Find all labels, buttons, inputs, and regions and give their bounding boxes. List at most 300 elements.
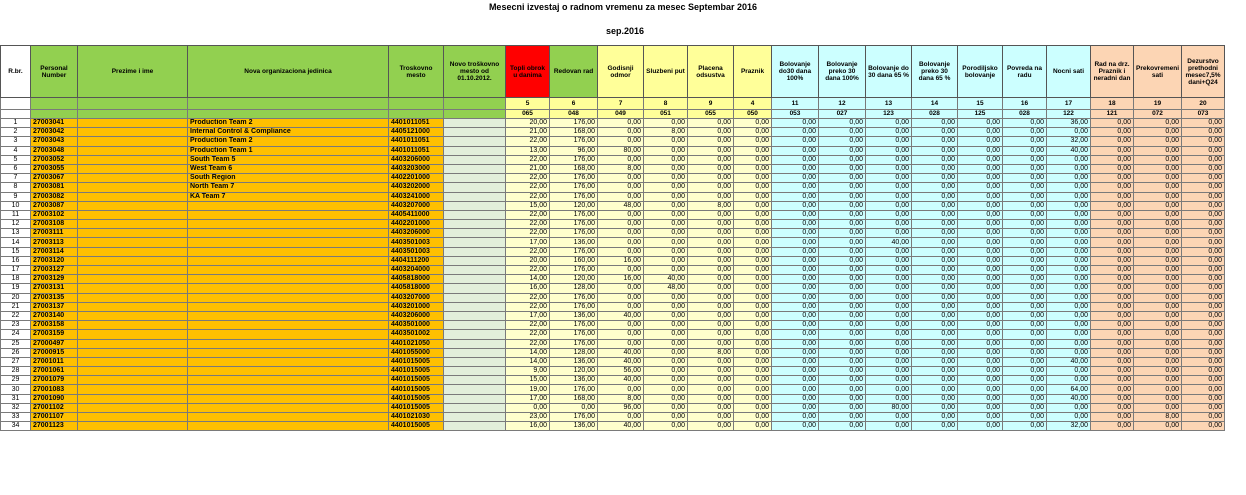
table-cell[interactable]	[444, 413, 506, 422]
table-cell[interactable]: 0,00	[1134, 330, 1182, 339]
table-cell[interactable]: 176,00	[550, 413, 598, 422]
table-cell[interactable]: 0,00	[819, 394, 866, 403]
table-cell[interactable]: 0,00	[1134, 155, 1182, 164]
table-cell[interactable]: 176,00	[550, 137, 598, 146]
table-cell[interactable]: 4401021030	[389, 413, 444, 422]
table-cell[interactable]: 0,00	[958, 413, 1003, 422]
table-cell[interactable]	[444, 238, 506, 247]
table-cell[interactable]: 176,00	[550, 220, 598, 229]
table-cell[interactable]: 22,00	[506, 330, 550, 339]
table-cell[interactable]: 0,00	[734, 183, 772, 192]
table-cell[interactable]: 0,00	[772, 119, 819, 128]
table-cell[interactable]: 22,00	[506, 229, 550, 238]
table-cell[interactable]: 0,00	[912, 394, 958, 403]
table-cell[interactable]	[78, 367, 188, 376]
table-cell[interactable]: 22,00	[506, 192, 550, 201]
table-cell[interactable]: 32	[1, 403, 31, 412]
table-cell[interactable]	[444, 376, 506, 385]
table-cell[interactable]: 0,00	[958, 201, 1003, 210]
table-cell[interactable]: 0,00	[1091, 376, 1134, 385]
table-cell[interactable]: 0,00	[772, 413, 819, 422]
table-cell[interactable]: 40,00	[644, 275, 688, 284]
table-cell[interactable]: 0,00	[1091, 422, 1134, 431]
table-cell[interactable]: 0,00	[1091, 367, 1134, 376]
table-cell[interactable]: 17,00	[506, 238, 550, 247]
table-cell[interactable]: 0,00	[688, 385, 734, 394]
table-cell[interactable]: 8,00	[1134, 413, 1182, 422]
table-cell[interactable]	[188, 321, 389, 330]
table-cell[interactable]: 0,00	[688, 128, 734, 137]
table-cell[interactable]: 0,00	[1047, 201, 1091, 210]
table-cell[interactable]: 0,00	[644, 247, 688, 256]
table-cell[interactable]: 168,00	[550, 394, 598, 403]
table-cell[interactable]: 0,00	[866, 357, 912, 366]
table-cell[interactable]: 0,00	[1091, 155, 1134, 164]
table-cell[interactable]: 168,00	[550, 128, 598, 137]
table-cell[interactable]: 40,00	[598, 422, 644, 431]
table-cell[interactable]: 0,00	[912, 413, 958, 422]
table-cell[interactable]: 0,00	[688, 376, 734, 385]
table-cell[interactable]: 0,00	[1003, 385, 1047, 394]
table-cell[interactable]: 0,00	[866, 119, 912, 128]
table-cell[interactable]: 22,00	[506, 302, 550, 311]
table-cell[interactable]: 24	[1, 330, 31, 339]
table-cell[interactable]: 0,00	[1091, 238, 1134, 247]
table-cell[interactable]: KA Team 7	[188, 192, 389, 201]
table-cell[interactable]: 0,00	[734, 376, 772, 385]
table-cell[interactable]	[444, 311, 506, 320]
table-cell[interactable]: 0,00	[772, 293, 819, 302]
table-cell[interactable]	[444, 146, 506, 155]
table-cell[interactable]: 0,00	[598, 137, 644, 146]
table-cell[interactable]: 0,00	[734, 256, 772, 265]
table-cell[interactable]: 29	[1, 376, 31, 385]
table-cell[interactable]: 0,00	[866, 229, 912, 238]
table-cell[interactable]: 0,00	[644, 192, 688, 201]
table-cell[interactable]	[444, 266, 506, 275]
table-cell[interactable]: 0,00	[734, 385, 772, 394]
table-cell[interactable]: 0,00	[644, 302, 688, 311]
table-cell[interactable]: 27001107	[31, 413, 78, 422]
table-cell[interactable]: 176,00	[550, 119, 598, 128]
table-cell[interactable]: 4403206000	[389, 311, 444, 320]
table-cell[interactable]: 0,00	[598, 302, 644, 311]
table-cell[interactable]: 0,00	[688, 220, 734, 229]
table-cell[interactable]: 0,00	[772, 348, 819, 357]
table-cell[interactable]: North Team 7	[188, 183, 389, 192]
table-cell[interactable]: 0,00	[1003, 192, 1047, 201]
table-cell[interactable]: 0,00	[772, 247, 819, 256]
table-cell[interactable]: 0,00	[688, 367, 734, 376]
table-cell[interactable]: 0,00	[912, 220, 958, 229]
table-cell[interactable]: 0,00	[912, 137, 958, 146]
table-cell[interactable]: 0,00	[644, 119, 688, 128]
table-cell[interactable]: 27003113	[31, 238, 78, 247]
table-cell[interactable]: 0,00	[734, 348, 772, 357]
table-cell[interactable]	[78, 339, 188, 348]
table-cell[interactable]: 176,00	[550, 330, 598, 339]
table-cell[interactable]: 22,00	[506, 339, 550, 348]
table-cell[interactable]: Production Team 1	[188, 146, 389, 155]
table-cell[interactable]: 22,00	[506, 266, 550, 275]
table-cell[interactable]: 176,00	[550, 183, 598, 192]
table-cell[interactable]: 0,00	[644, 330, 688, 339]
table-cell[interactable]: 0,00	[644, 385, 688, 394]
table-cell[interactable]: 0,00	[866, 164, 912, 173]
table-cell[interactable]: 0,00	[1134, 192, 1182, 201]
table-cell[interactable]	[444, 367, 506, 376]
table-cell[interactable]: 0,00	[734, 128, 772, 137]
table-cell[interactable]: 0,00	[912, 357, 958, 366]
table-cell[interactable]	[444, 403, 506, 412]
table-cell[interactable]: 0,00	[1091, 229, 1134, 238]
table-cell[interactable]: 0,00	[1134, 284, 1182, 293]
table-cell[interactable]: 0,00	[644, 183, 688, 192]
table-cell[interactable]: 0,00	[734, 367, 772, 376]
table-cell[interactable]: 0,00	[1182, 339, 1225, 348]
table-cell[interactable]	[78, 155, 188, 164]
table-cell[interactable]: 0,00	[688, 210, 734, 219]
table-cell[interactable]: 0,00	[734, 330, 772, 339]
table-cell[interactable]: 27003108	[31, 220, 78, 229]
table-cell[interactable]: 15,00	[506, 201, 550, 210]
table-cell[interactable]: 0,00	[1047, 256, 1091, 265]
table-cell[interactable]: 0,00	[1182, 174, 1225, 183]
table-cell[interactable]: 0,00	[1091, 164, 1134, 173]
table-cell[interactable]: 0,00	[1182, 183, 1225, 192]
table-cell[interactable]	[188, 367, 389, 376]
table-cell[interactable]: 0,00	[598, 247, 644, 256]
table-cell[interactable]: 30	[1, 385, 31, 394]
table-cell[interactable]: 0,00	[912, 339, 958, 348]
table-cell[interactable]: 0,00	[1182, 385, 1225, 394]
table-cell[interactable]: 0,00	[1047, 348, 1091, 357]
table-cell[interactable]: 0,00	[1047, 192, 1091, 201]
table-cell[interactable]: 19	[1, 284, 31, 293]
table-cell[interactable]: 0,00	[1134, 357, 1182, 366]
table-cell[interactable]: 0,00	[1182, 119, 1225, 128]
table-cell[interactable]: 0,00	[644, 367, 688, 376]
table-cell[interactable]: 27	[1, 357, 31, 366]
table-cell[interactable]: 4402201000	[389, 174, 444, 183]
table-cell[interactable]	[188, 247, 389, 256]
table-cell[interactable]: 0,00	[819, 128, 866, 137]
table-cell[interactable]: 22,00	[506, 220, 550, 229]
table-cell[interactable]: 0,00	[1091, 119, 1134, 128]
table-cell[interactable]: 0,00	[866, 155, 912, 164]
table-cell[interactable]: 0,00	[734, 164, 772, 173]
table-cell[interactable]: 0,00	[819, 293, 866, 302]
table-cell[interactable]: 0,00	[1134, 422, 1182, 431]
table-cell[interactable]: 0,00	[912, 321, 958, 330]
table-cell[interactable]: 0,00	[688, 302, 734, 311]
table-cell[interactable]: 4401015005	[389, 357, 444, 366]
table-cell[interactable]: 33	[1, 413, 31, 422]
table-cell[interactable]: 0,00	[688, 403, 734, 412]
table-cell[interactable]: 0,00	[1182, 266, 1225, 275]
table-cell[interactable]: 0,00	[1182, 302, 1225, 311]
table-cell[interactable]: 0,00	[912, 192, 958, 201]
table-cell[interactable]	[78, 348, 188, 357]
table-cell[interactable]: 0,00	[1003, 348, 1047, 357]
table-cell[interactable]	[78, 210, 188, 219]
table-cell[interactable]: 0,00	[688, 413, 734, 422]
table-cell[interactable]: 0,00	[688, 192, 734, 201]
table-cell[interactable]: 0,00	[1047, 220, 1091, 229]
table-cell[interactable]: 0,00	[958, 119, 1003, 128]
table-cell[interactable]: 0,00	[734, 238, 772, 247]
table-cell[interactable]: 27003055	[31, 164, 78, 173]
table-cell[interactable]: 36,00	[1047, 119, 1091, 128]
table-cell[interactable]	[78, 302, 188, 311]
table-cell[interactable]: 0,00	[1182, 376, 1225, 385]
table-cell[interactable]	[188, 256, 389, 265]
table-cell[interactable]: 0,00	[1182, 238, 1225, 247]
table-cell[interactable]: 27003052	[31, 155, 78, 164]
table-cell[interactable]	[444, 128, 506, 137]
table-cell[interactable]: 18	[1, 275, 31, 284]
table-cell[interactable]	[444, 321, 506, 330]
table-cell[interactable]: 0,00	[958, 192, 1003, 201]
table-cell[interactable]	[78, 311, 188, 320]
table-cell[interactable]: 0,00	[1091, 284, 1134, 293]
table-cell[interactable]: 0,00	[772, 339, 819, 348]
table-cell[interactable]: 40,00	[598, 348, 644, 357]
table-cell[interactable]	[188, 348, 389, 357]
table-cell[interactable]: 8	[1, 183, 31, 192]
table-cell[interactable]: 32,00	[1047, 137, 1091, 146]
table-cell[interactable]: 0,00	[1134, 238, 1182, 247]
table-cell[interactable]: 0,00	[1003, 339, 1047, 348]
table-cell[interactable]	[444, 284, 506, 293]
table-cell[interactable]: 0,00	[958, 284, 1003, 293]
table-cell[interactable]: 0,00	[644, 238, 688, 247]
table-cell[interactable]: 0,00	[688, 394, 734, 403]
table-cell[interactable]: 0,00	[912, 128, 958, 137]
table-cell[interactable]: 0,00	[598, 413, 644, 422]
table-cell[interactable]: 176,00	[550, 174, 598, 183]
table-cell[interactable]: 0,00	[598, 119, 644, 128]
table-cell[interactable]: 27003102	[31, 210, 78, 219]
table-cell[interactable]: 0,00	[912, 174, 958, 183]
table-cell[interactable]	[78, 174, 188, 183]
table-cell[interactable]: 0,00	[1182, 394, 1225, 403]
table-cell[interactable]	[444, 183, 506, 192]
table-cell[interactable]: 0,00	[1003, 422, 1047, 431]
table-cell[interactable]: 0,00	[819, 330, 866, 339]
table-cell[interactable]	[444, 192, 506, 201]
table-cell[interactable]	[78, 293, 188, 302]
table-cell[interactable]: 0,00	[1134, 247, 1182, 256]
table-cell[interactable]: 0,00	[598, 220, 644, 229]
table-cell[interactable]: 120,00	[550, 367, 598, 376]
table-cell[interactable]: 14,00	[506, 348, 550, 357]
table-cell[interactable]: 0,00	[772, 229, 819, 238]
table-cell[interactable]: 27003082	[31, 192, 78, 201]
table-cell[interactable]: 0,00	[1134, 256, 1182, 265]
table-cell[interactable]: 0,00	[734, 403, 772, 412]
table-cell[interactable]: 0,00	[734, 266, 772, 275]
table-cell[interactable]: 19,00	[506, 385, 550, 394]
table-cell[interactable]: 0,00	[506, 403, 550, 412]
table-cell[interactable]: 0,00	[550, 403, 598, 412]
table-cell[interactable]: 0,00	[866, 302, 912, 311]
table-cell[interactable]: 0,00	[1003, 302, 1047, 311]
table-cell[interactable]: 4401015005	[389, 385, 444, 394]
table-cell[interactable]: 0,00	[866, 385, 912, 394]
table-cell[interactable]: 0,00	[1134, 229, 1182, 238]
table-cell[interactable]: 21	[1, 302, 31, 311]
table-cell[interactable]: 0,00	[734, 311, 772, 320]
table-cell[interactable]: 0,00	[866, 210, 912, 219]
table-cell[interactable]: 4401011051	[389, 146, 444, 155]
table-cell[interactable]: 0,00	[958, 403, 1003, 412]
table-cell[interactable]: 0,00	[598, 266, 644, 275]
table-cell[interactable]: 22,00	[506, 137, 550, 146]
table-cell[interactable]: 0,00	[1091, 348, 1134, 357]
table-cell[interactable]: 128,00	[550, 284, 598, 293]
table-cell[interactable]: 176,00	[550, 155, 598, 164]
table-cell[interactable]: 0,00	[866, 137, 912, 146]
table-cell[interactable]	[188, 330, 389, 339]
table-cell[interactable]: 0,00	[1003, 413, 1047, 422]
table-cell[interactable]: 0,00	[866, 247, 912, 256]
table-cell[interactable]: 0,00	[912, 403, 958, 412]
table-cell[interactable]: 0,00	[1047, 413, 1091, 422]
table-cell[interactable]: 4403206000	[389, 229, 444, 238]
table-cell[interactable]: 0,00	[958, 155, 1003, 164]
table-cell[interactable]: 0,00	[866, 413, 912, 422]
table-cell[interactable]: 96,00	[598, 403, 644, 412]
table-cell[interactable]: 0,00	[1182, 403, 1225, 412]
table-cell[interactable]: 0,00	[1134, 403, 1182, 412]
table-cell[interactable]: 0,00	[819, 256, 866, 265]
table-cell[interactable]: 0,00	[688, 284, 734, 293]
table-cell[interactable]: 27003137	[31, 302, 78, 311]
table-cell[interactable]	[78, 376, 188, 385]
table-cell[interactable]: 176,00	[550, 192, 598, 201]
table-cell[interactable]: 0,00	[644, 339, 688, 348]
table-cell[interactable]: 20,00	[506, 119, 550, 128]
table-cell[interactable]: 0,00	[958, 385, 1003, 394]
table-cell[interactable]: 0,00	[772, 403, 819, 412]
table-cell[interactable]	[78, 394, 188, 403]
table-cell[interactable]: 0,00	[772, 367, 819, 376]
table-cell[interactable]: 0,00	[772, 357, 819, 366]
table-cell[interactable]: 0,00	[912, 275, 958, 284]
table-cell[interactable]: 136,00	[550, 422, 598, 431]
table-cell[interactable]: 0,00	[866, 201, 912, 210]
table-cell[interactable]: 0,00	[819, 376, 866, 385]
table-cell[interactable]: 0,00	[644, 311, 688, 320]
table-cell[interactable]: 0,00	[819, 321, 866, 330]
table-cell[interactable]: 0,00	[688, 339, 734, 348]
table-cell[interactable]	[78, 413, 188, 422]
table-cell[interactable]: 0,00	[734, 229, 772, 238]
table-cell[interactable]: 0,00	[644, 376, 688, 385]
table-cell[interactable]	[444, 119, 506, 128]
table-cell[interactable]: 7	[1, 174, 31, 183]
table-cell[interactable]: 0,00	[1047, 275, 1091, 284]
table-cell[interactable]: 0,00	[912, 183, 958, 192]
table-cell[interactable]: 0,00	[1047, 376, 1091, 385]
table-cell[interactable]	[78, 128, 188, 137]
table-cell[interactable]: 0,00	[734, 275, 772, 284]
table-cell[interactable]: 0,00	[819, 238, 866, 247]
table-cell[interactable]: 0,00	[866, 284, 912, 293]
table-cell[interactable]: 0,00	[772, 220, 819, 229]
table-cell[interactable]: 0,00	[819, 247, 866, 256]
table-cell[interactable]: 0,00	[598, 385, 644, 394]
table-cell[interactable]: 0,00	[958, 256, 1003, 265]
table-cell[interactable]: 0,00	[912, 155, 958, 164]
table-cell[interactable]: 0,00	[734, 210, 772, 219]
table-cell[interactable]: 0,00	[1182, 155, 1225, 164]
table-cell[interactable]: 4	[1, 146, 31, 155]
table-cell[interactable]: 0,00	[772, 210, 819, 219]
table-cell[interactable]: 0,00	[734, 155, 772, 164]
table-cell[interactable]: 4401011051	[389, 137, 444, 146]
table-cell[interactable]: 4403206000	[389, 155, 444, 164]
table-cell[interactable]: 40,00	[1047, 146, 1091, 155]
table-cell[interactable]: 0,00	[1182, 348, 1225, 357]
table-cell[interactable]: 2	[1, 128, 31, 137]
table-cell[interactable]	[78, 321, 188, 330]
table-cell[interactable]	[444, 155, 506, 164]
table-cell[interactable]: 0,00	[1047, 229, 1091, 238]
table-cell[interactable]: 15,00	[506, 376, 550, 385]
table-cell[interactable]: 0,00	[734, 220, 772, 229]
table-cell[interactable]: 80,00	[598, 146, 644, 155]
table-cell[interactable]: 0,00	[1134, 311, 1182, 320]
table-cell[interactable]	[78, 385, 188, 394]
table-cell[interactable]: 0,00	[1091, 192, 1134, 201]
table-cell[interactable]	[78, 146, 188, 155]
table-cell[interactable]: 176,00	[550, 302, 598, 311]
table-cell[interactable]: 0,00	[1091, 293, 1134, 302]
table-cell[interactable]: 136,00	[550, 311, 598, 320]
table-cell[interactable]: 0,00	[958, 220, 1003, 229]
table-cell[interactable]: 0,00	[1134, 302, 1182, 311]
table-cell[interactable]: 0,00	[1091, 128, 1134, 137]
table-cell[interactable]: 0,00	[912, 229, 958, 238]
table-cell[interactable]: 0,00	[866, 348, 912, 357]
table-cell[interactable]: 4401015005	[389, 367, 444, 376]
table-cell[interactable]: 0,00	[644, 348, 688, 357]
table-cell[interactable]: 0,00	[688, 229, 734, 238]
table-cell[interactable]: 0,00	[819, 192, 866, 201]
table-cell[interactable]: 0,00	[1003, 119, 1047, 128]
table-cell[interactable]: 0,00	[1003, 155, 1047, 164]
table-cell[interactable]: 22,00	[506, 321, 550, 330]
table-cell[interactable]	[444, 275, 506, 284]
table-cell[interactable]: 0,00	[644, 201, 688, 210]
table-cell[interactable]: 17	[1, 266, 31, 275]
table-cell[interactable]: 27003087	[31, 201, 78, 210]
table-cell[interactable]: 22,00	[506, 174, 550, 183]
table-cell[interactable]: 0,00	[912, 146, 958, 155]
table-cell[interactable]	[444, 385, 506, 394]
table-cell[interactable]: 14	[1, 238, 31, 247]
table-cell[interactable]: 0,00	[958, 137, 1003, 146]
table-cell[interactable]: 27003131	[31, 284, 78, 293]
table-cell[interactable]: 0,00	[958, 293, 1003, 302]
table-cell[interactable]: 0,00	[688, 174, 734, 183]
table-cell[interactable]	[444, 229, 506, 238]
table-cell[interactable]: 0,00	[772, 376, 819, 385]
table-cell[interactable]	[444, 137, 506, 146]
table-cell[interactable]: 23,00	[506, 413, 550, 422]
